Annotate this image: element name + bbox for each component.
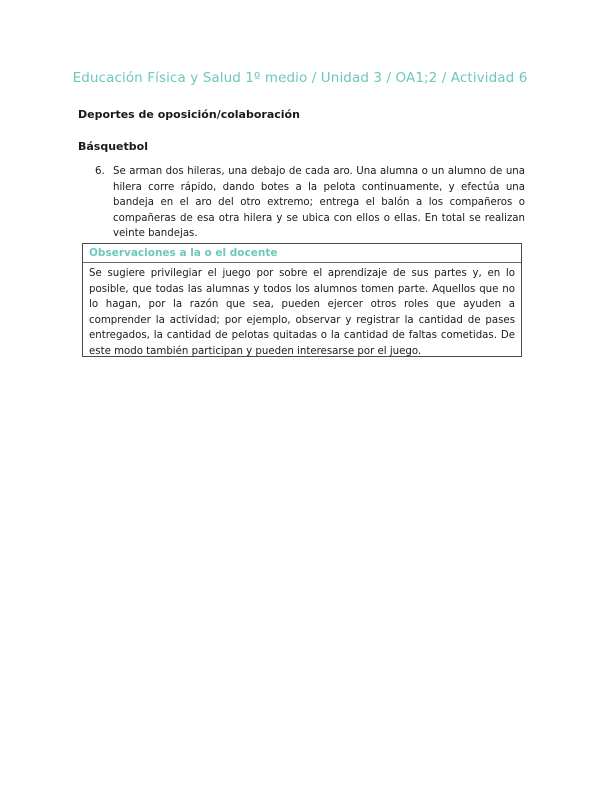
activity-text: Se arman dos hileras, una debajo de cada aro. Una alumna o un alumno de una hilera corre rápido, dando botes a la pelota continuamente, y efectúa una bandeja en el aro del otro extremo; entrega el balón a los compañeros o compañeras de esa otra hilera y se ubica con ellos o ellas. En total se realizan veinte bandejas. <box>113 166 525 239</box>
observations-divider <box>83 262 521 263</box>
page-header: Educación Física y Salud 1º medio / Unidad 3 / OA1;2 / Actividad 6 <box>72 70 528 86</box>
activity-number: 6. <box>95 166 105 177</box>
observations-box <box>82 243 522 357</box>
observations-text: Se sugiere privilegiar el juego por sobre el aprendizaje de sus partes y, en lo posible, que todas las alumnas y todos los alumnos tomen parte. Aquellos que no lo hagan, por la razón que sea, pueden ejercer otros roles que ayuden a comprender la actividad; por ejemplo, observar y registrar la cantidad de pases entregados, la cantidad de pelotas quitadas o la cantidad de faltas cometidas. De este modo también participan y pueden interesarse por el juego. <box>89 268 515 357</box>
subsection-title: Básquetbol <box>78 140 148 153</box>
section-title: Deportes de oposición/colaboración <box>78 108 300 121</box>
activity-item <box>95 164 525 242</box>
observations-title: Observaciones a la o el docente <box>89 247 278 259</box>
